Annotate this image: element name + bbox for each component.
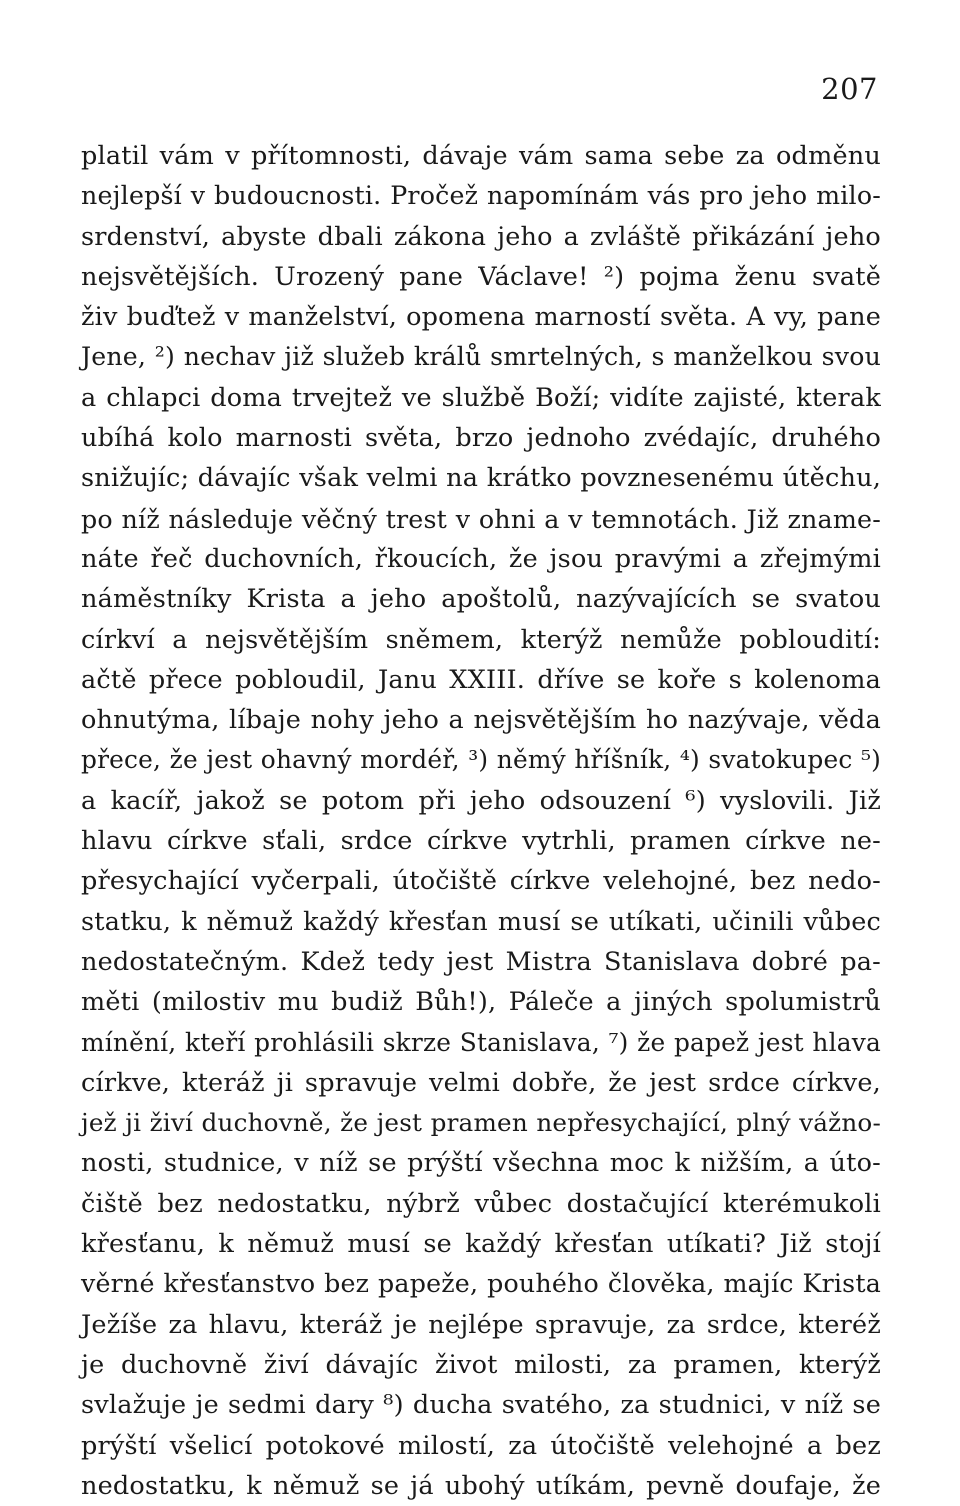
page-number: 207 xyxy=(821,72,878,106)
text-line: nedostatečným. Kdež tedy jest Mistra Stanislava dobré pa- xyxy=(81,946,881,977)
text-line: srdenství, abyste dbali zákona jeho a zvláště přikázání jeho xyxy=(81,221,881,252)
text-line: nedostatku, k němuž se já ubohý utíkám, pevně doufaje, že xyxy=(81,1470,881,1501)
body-text xyxy=(81,136,881,1506)
text-line: po níž následuje věčný trest v ohni a v temnotách. Již zname- xyxy=(81,503,881,534)
text-line: nejsvětějších. Urozený pane Václave! ²) pojma ženu svatě xyxy=(81,261,881,292)
text-line: ubíhá kolo marnosti světa, brzo jednoho zvédajíc, druhého xyxy=(81,423,881,454)
text-line: platil vám v přítomnosti, dávaje vám sama sebe za odměnu xyxy=(81,141,881,171)
text-line: náměstníky Krista a jeho apoštolů, nazývajících se svatou xyxy=(81,584,881,615)
text-line: Ježíše za hlavu, kteráž je nejlépe spravuje, za srdce, kteréž xyxy=(81,1309,881,1340)
text-line: prýští všelicí potokové milostí, za útočiště velehojné a bez xyxy=(81,1430,881,1461)
text-line: a kacíř, jakož se potom při jeho odsouzení ⁶) vyslovili. Již xyxy=(81,785,881,816)
text-line: a chlapci doma trvejtež ve službě Boží; vidíte zajisté, kterak xyxy=(81,382,881,413)
text-line: náte řeč duchovních, řkoucích, že jsou pravými a zřejmými xyxy=(81,543,881,574)
text-line: ačtě přece pobloudil, Janu XXIII. dříve se koře s kolenoma xyxy=(81,664,881,695)
text-line: svlažuje je sedmi dary ⁸) ducha svatého, za studnici, v níž se xyxy=(81,1390,881,1421)
text-line: statku, k němuž každý křesťan musí se utíkati, učinili vůbec xyxy=(81,906,881,937)
text-line: živ buďtež v manželství, opomena marností světa. A vy, pane xyxy=(81,302,881,333)
text-line: přesychající vyčerpali, útočiště církve velehojné, bez nedo- xyxy=(81,866,881,897)
text-line: církví a nejsvětějším sněmem, kterýž nemůže pobloudití: xyxy=(81,624,881,655)
text-line: nosti, studnice, v níž se prýští všechna moc k nižším, a úto- xyxy=(81,1148,881,1179)
text-line: Jene, ²) nechav již služeb králů smrtelných, s manželkou svou xyxy=(81,342,881,372)
text-line: je duchovně živí dávajíc život milosti, za pramen, kterýž xyxy=(81,1349,881,1380)
text-line: snižujíc; dávajíc však velmi na krátko povznesenému útěchu, xyxy=(81,463,881,494)
text-line: ohnutýma, líbaje nohy jeho a nejsvětějším ho nazývaje, věda xyxy=(81,705,881,736)
text-line: měti (milostiv mu budiž Bůh!), Páleče a jiných spolumistrů xyxy=(81,987,881,1018)
text-line: jež ji živí duchovně, že jest pramen nepřesychající, plný vážno- xyxy=(81,1108,881,1138)
text-line: věrné křesťanstvo bez papeže, pouhého člověka, majíc Krista xyxy=(81,1269,881,1299)
text-line: nejlepší v budoucnosti. Pročež napomínám vás pro jeho milo- xyxy=(81,181,881,211)
text-line: čiště bez nedostatku, nýbrž vůbec dostačující kterémukoli xyxy=(81,1188,881,1219)
text-line: křesťanu, k němuž musí se každý křesťan utíkati? Již stojí xyxy=(81,1229,881,1260)
text-line: hlavu církve sťali, srdce církve vytrhli, pramen církve ne- xyxy=(81,826,881,857)
text-line: přece, že jest ohavný mordéř, ³) němý hříšník, ⁴) svatokupec ⁵) xyxy=(81,745,881,775)
text-line: mínění, kteří prohlásili skrze Stanislava, ⁷) že papež jest hlava xyxy=(81,1027,881,1057)
text-line: církve, kteráž ji spravuje velmi dobře, že jest srdce církve, xyxy=(81,1067,881,1098)
